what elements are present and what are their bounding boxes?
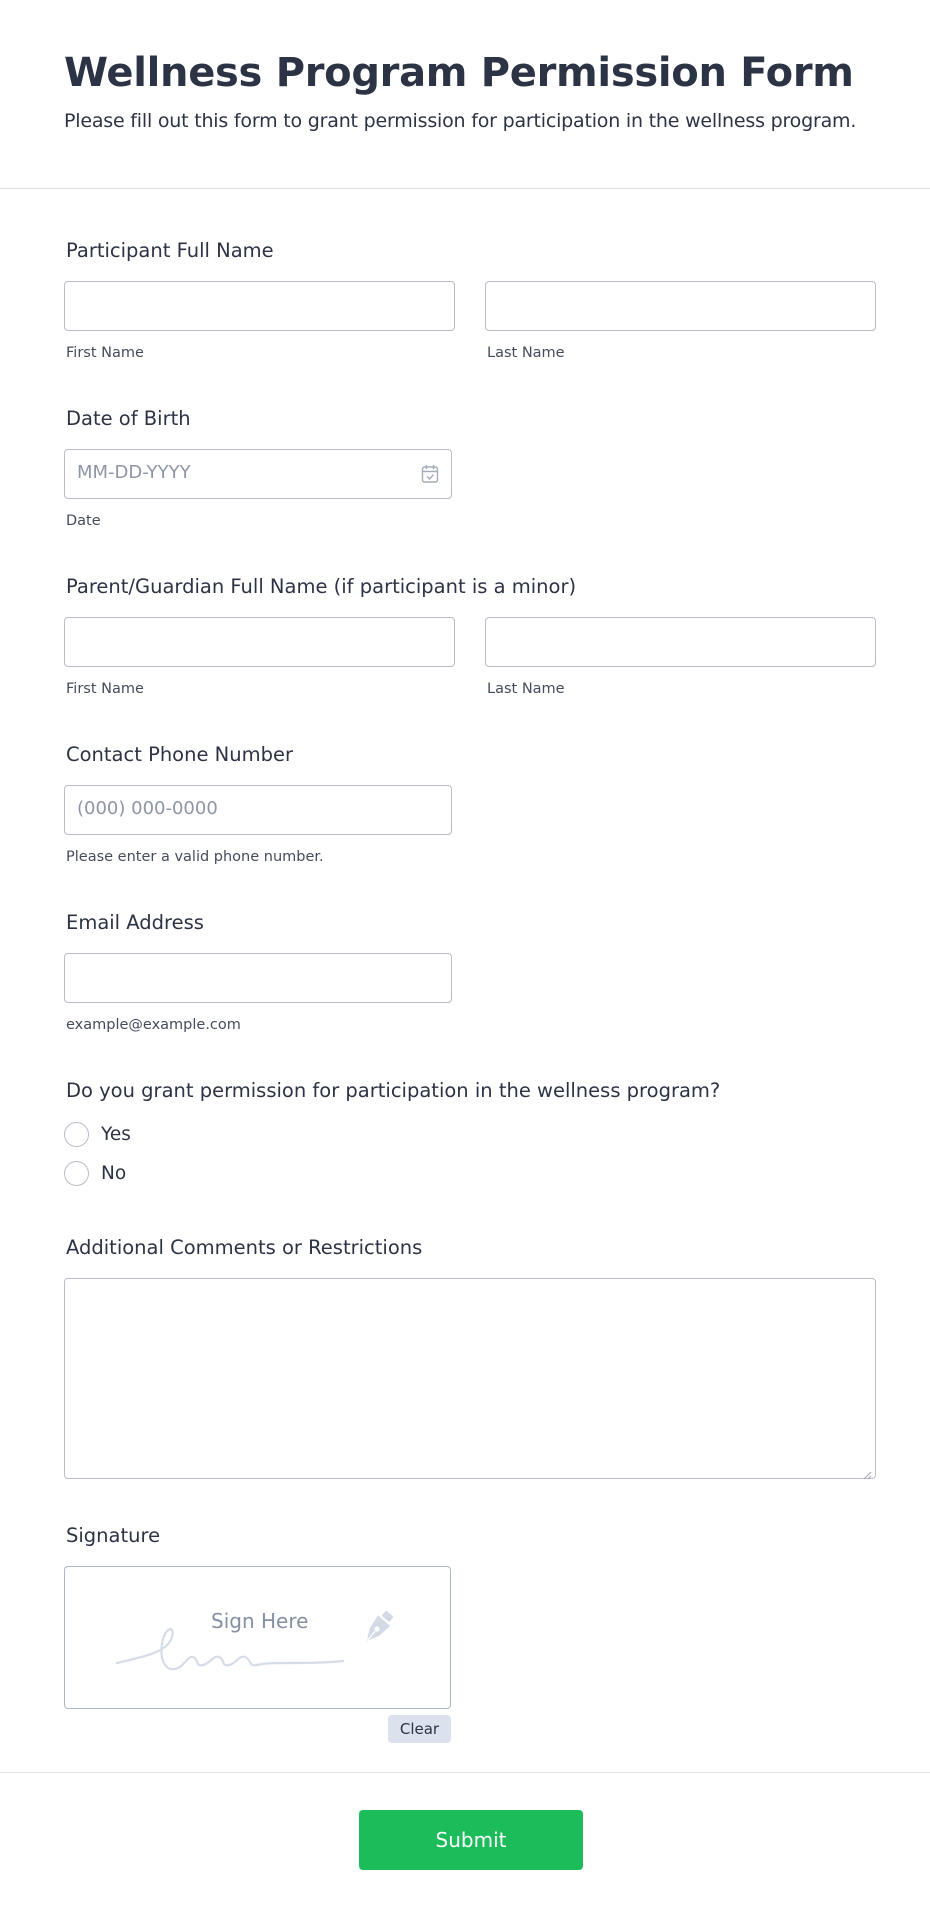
phone-input[interactable] [64, 785, 452, 835]
email-label: Email Address [66, 911, 204, 934]
comments-label: Additional Comments or Restrictions [66, 1236, 423, 1259]
email-input[interactable] [64, 953, 452, 1003]
participant-last-name-input[interactable] [485, 281, 876, 331]
permission-label: Do you grant permission for participation in the wellness program? [66, 1079, 721, 1102]
permission-option-no[interactable] [64, 1159, 126, 1187]
sign-here-prompt: Sign Here [211, 1609, 309, 1633]
dob-label: Date of Birth [66, 407, 191, 430]
radio-no-label: No [101, 1162, 127, 1184]
guardian-last-name-input[interactable] [485, 617, 876, 667]
footer-divider [0, 1772, 930, 1773]
submit-button[interactable]: Submit [359, 1810, 583, 1870]
guardian-first-name-sublabel: First Name [66, 681, 144, 697]
comments-textarea[interactable] [64, 1278, 876, 1479]
guardian-first-name-input[interactable] [64, 617, 455, 667]
calendar-icon[interactable] [421, 464, 439, 484]
permission-option-yes[interactable] [64, 1120, 131, 1148]
radio-no[interactable] [64, 1161, 89, 1186]
dob-placeholder: MM-DD-YYYY [77, 462, 191, 483]
participant-name-label: Participant Full Name [66, 239, 274, 262]
guardian-last-name-sublabel: Last Name [487, 681, 565, 697]
clear-signature-button[interactable]: Clear [388, 1715, 451, 1743]
resize-grip-icon[interactable] [862, 1465, 872, 1475]
participant-last-name-sublabel: Last Name [487, 345, 565, 361]
email-sublabel: example@example.com [66, 1017, 241, 1033]
participant-first-name-sublabel: First Name [66, 345, 144, 361]
guardian-name-label: Parent/Guardian Full Name (if participant is a minor) [66, 575, 577, 598]
participant-first-name-input[interactable] [64, 281, 455, 331]
page-title: Wellness Program Permission Form [64, 50, 854, 96]
phone-label: Contact Phone Number [66, 743, 294, 766]
dob-sublabel: Date [66, 513, 101, 529]
phone-placeholder: (000) 000-0000 [77, 798, 218, 819]
page-subtitle: Please fill out this form to grant permission for participation in the wellness program. [64, 110, 857, 132]
dob-input[interactable] [64, 449, 452, 499]
pen-nib-icon [355, 1607, 399, 1651]
signature-label: Signature [66, 1524, 161, 1547]
radio-yes-label: Yes [101, 1123, 131, 1145]
form-header [0, 0, 930, 189]
radio-yes[interactable] [64, 1122, 89, 1147]
signature-pad[interactable] [64, 1566, 451, 1709]
phone-sublabel: Please enter a valid phone number. [66, 849, 324, 865]
